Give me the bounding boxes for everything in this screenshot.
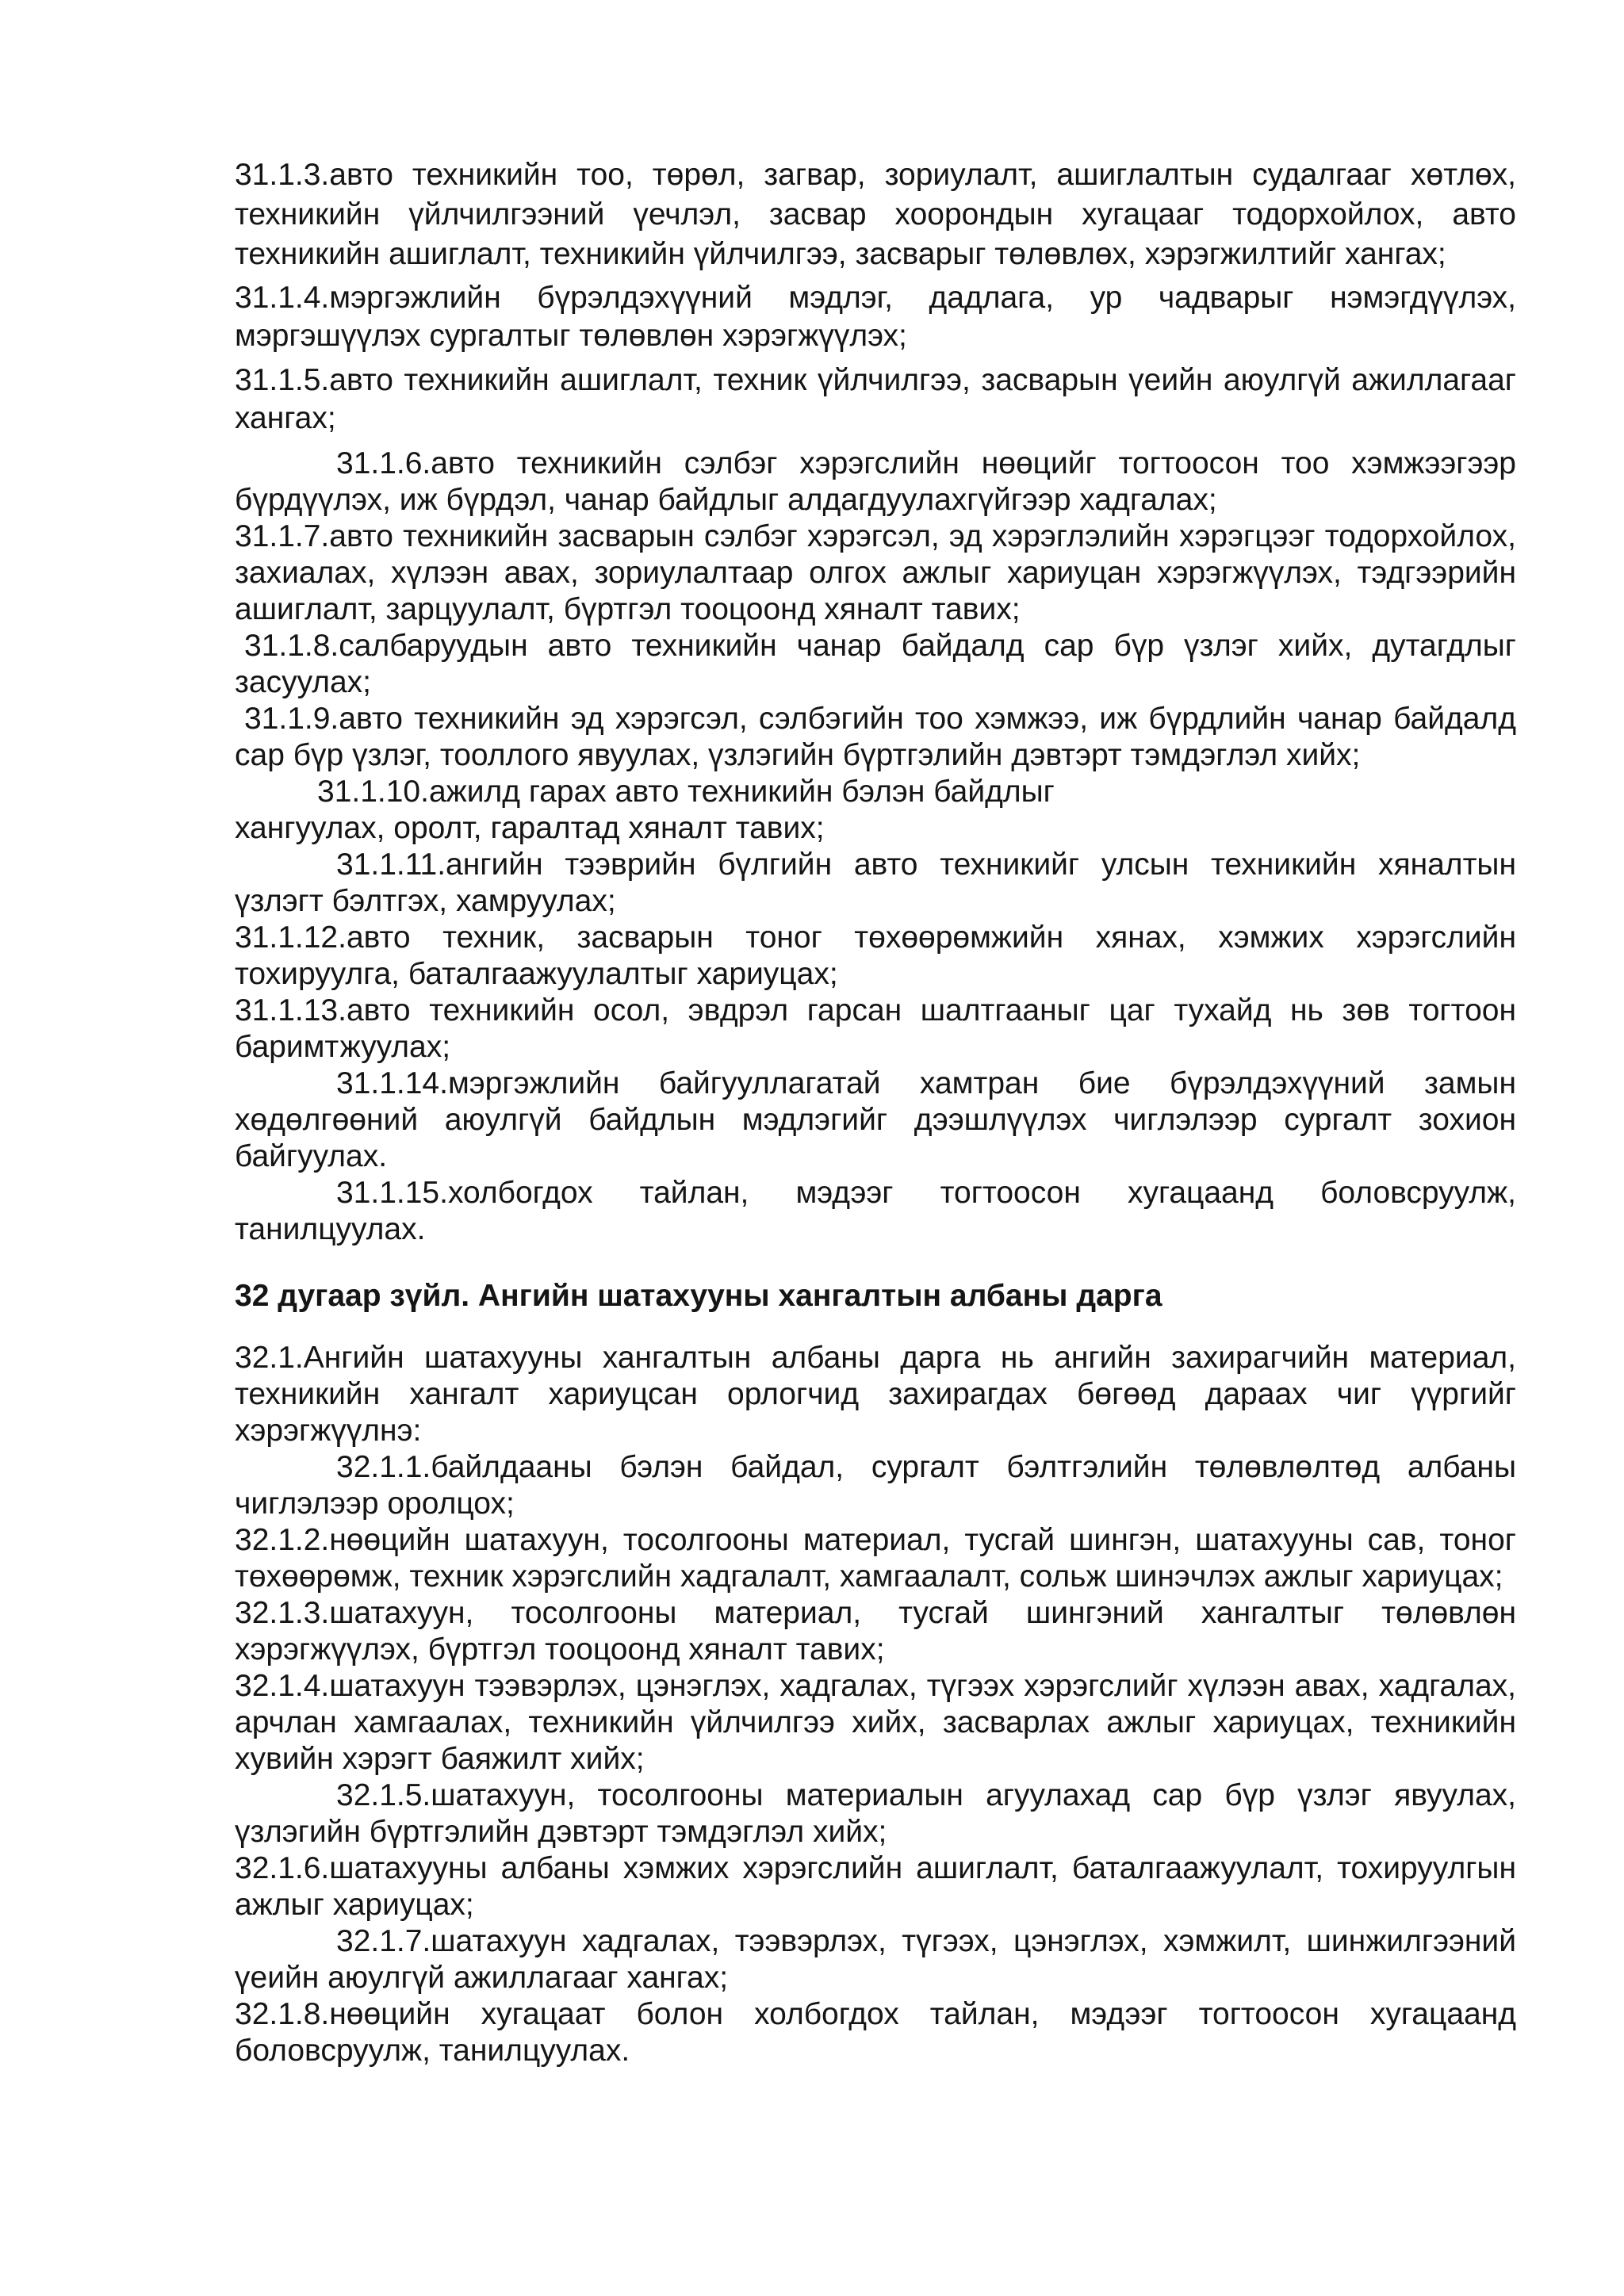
- paragraph-32-1-1: 32.1.1.байлдааны бэлэн байдал, сургалт бэлтгэлийн төлөвлөлтөд албаны чиглэлээр оролцох;: [235, 1450, 1516, 1521]
- paragraph-31-1-5: 31.1.5.авто техникийн ашиглалт, техник үйлчилгээ, засварын үеийн аюулгүй ажиллагааг хангах;: [235, 363, 1516, 435]
- paragraph-31-1-12: 31.1.12.авто техник, засварын тоног төхөөрөмжийн хянах, хэмжих хэрэгслийн тохируулга, баталгаажуулалтыг хариуцах;: [235, 920, 1516, 991]
- paragraph-31-1-14: 31.1.14.мэргэжлийн байгууллагатай хамтран бие бүрэлдэхүүний замын хөдөлгөөний аюулгүй байдлын мэдлэгийг дээшлүүлэх чиглэлээр сургалт зохион байгуулах.: [235, 1066, 1516, 1173]
- paragraph-31-1-10: 31.1.10.ажилд гарах авто техникийн бэлэн байдлыг: [317, 775, 1055, 809]
- paragraph-31-1-15: 31.1.15.холбогдох тайлан, мэдээг тогтоосон хугацаанд боловсруулж, танилцуулах.: [235, 1176, 1516, 1246]
- paragraph-31-1-9: 31.1.9.авто техникийн эд хэрэгсэл, сэлбэгийн тоо хэмжээ, иж бүрдлийн чанар байдалд сар бүр үзлэг, тооллого явуулах, үзлэгийн бүртгэлийн дэвтэрт тэмдэглэл хийх;: [235, 702, 1516, 772]
- paragraph-31-1-8: 31.1.8.салбаруудын авто техникийн чанар байдалд сар бүр үзлэг хийх, дутагдлыг засуулах;: [235, 629, 1516, 699]
- paragraph-31-1-6: 31.1.6.авто техникийн сэлбэг хэрэгслийн нөөцийг тогтоосон тоо хэмжээгээр бүрдүүлэх, иж бүрдэл, чанар байдлыг алдагдуулахгүйгээр хадгалах;: [235, 446, 1516, 517]
- document-page: [235, 155, 1516, 2069]
- paragraph-32-1-7: 32.1.7.шатахуун хадгалах, тээвэрлэх, түгээх, цэнэглэх, хэмжилт, шинжилгээний үеийн аюулгүй ажиллагааг хангах;: [235, 1924, 1516, 1995]
- paragraph-31-1-10-cont: хангуулах, оролт, гаралтад хяналт тавих;: [235, 811, 825, 845]
- paragraph-32-1-4: 32.1.4.шатахуун тээвэрлэх, цэнэглэх, хадгалах, түгээх хэрэгслийг хүлээн авах, хадгалах, арчлан хамгаалах, техникийн үйлчилгээ хийх, засварлах ажлыг хариуцах, техникийн хувийн хэрэгт баяжилт хийх;: [235, 1669, 1516, 1776]
- paragraph-31-1-11: 31.1.11.ангийн тээврийн бүлгийн авто техникийг улсын техникийн хяналтын үзлэгт бэлтгэх, хамруулах;: [235, 848, 1516, 918]
- paragraph-32-1-5: 32.1.5.шатахуун, тосолгооны материалын агуулахад сар бүр үзлэг явуулах, үзлэгийн бүртгэлийн дэвтэрт тэмдэглэл хийх;: [235, 1778, 1516, 1849]
- paragraph-31-1-4: 31.1.4.мэргэжлийн бүрэлдэхүүний мэдлэг, дадлага, ур чадварыг нэмэгдүүлэх, мэргэшүүлэх сургалтыг төлөвлөн хэрэгжүүлэх;: [235, 281, 1516, 353]
- paragraph-32-1-3: 32.1.3.шатахуун, тосолгооны материал, тусгай шингэний хангалтыг төлөвлөн хэрэгжүүлэх, бүртгэл тооцоонд хяналт тавих;: [235, 1596, 1516, 1667]
- paragraph-32-1-6: 32.1.6.шатахууны албаны хэмжих хэрэгслийн ашиглалт, баталгаажуулалт, тохируулгын ажлыг хариуцах;: [235, 1851, 1516, 1922]
- paragraph-32-1: 32.1.Ангийн шатахууны хангалтын албаны дарга нь ангийн захирагчийн материал, техникийн хангалт хариуцсан орлогчид захирагдах бөгөөд дараах чиг үүргийг хэрэгжүүлнэ:: [235, 1341, 1516, 1448]
- paragraph-32-1-8: 32.1.8.нөөцийн хугацаат болон холбогдох тайлан, мэдээг тогтоосон хугацаанд боловсруулж, танилцуулах.: [235, 1997, 1516, 2068]
- section-heading-32: 32 дугаар зүйл. Ангийн шатахууны хангалтын албаны дарга: [235, 1279, 1162, 1313]
- paragraph-31-1-3: 31.1.3.авто техникийн тоо, төрөл, загвар, зориулалт, ашиглалтын судалгааг хөтлөх, техникийн үйлчилгээний үечлэл, засвар хоорондын хугацааг тодорхойлох, авто техникийн ашиглалт, техникийн үйлчилгээ, засварыг төлөвлөх, хэрэгжилтийг хангах;: [235, 158, 1516, 271]
- paragraph-31-1-13: 31.1.13.авто техникийн осол, эвдрэл гарсан шалтгааныг цаг тухайд нь зөв тогтоон баримтжуулах;: [235, 993, 1516, 1064]
- paragraph-31-1-7: 31.1.7.авто техникийн засварын сэлбэг хэрэгсэл, эд хэрэглэлийн хэрэгцээг тодорхойлох, захиалах, хүлээн авах, зориулалтаар олгох ажлыг хариуцан хэрэгжүүлэх, тэдгээрийн ашиглалт, зарцуулалт, бүртгэл тооцоонд хяналт тавих;: [235, 519, 1516, 626]
- paragraph-32-1-2: 32.1.2.нөөцийн шатахуун, тосолгооны материал, тусгай шингэн, шатахууны сав, тоног төхөөрөмж, техник хэрэгслийн хадгалалт, хамгаалалт, сольж шинэчлэх ажлыг хариуцах;: [235, 1523, 1516, 1594]
